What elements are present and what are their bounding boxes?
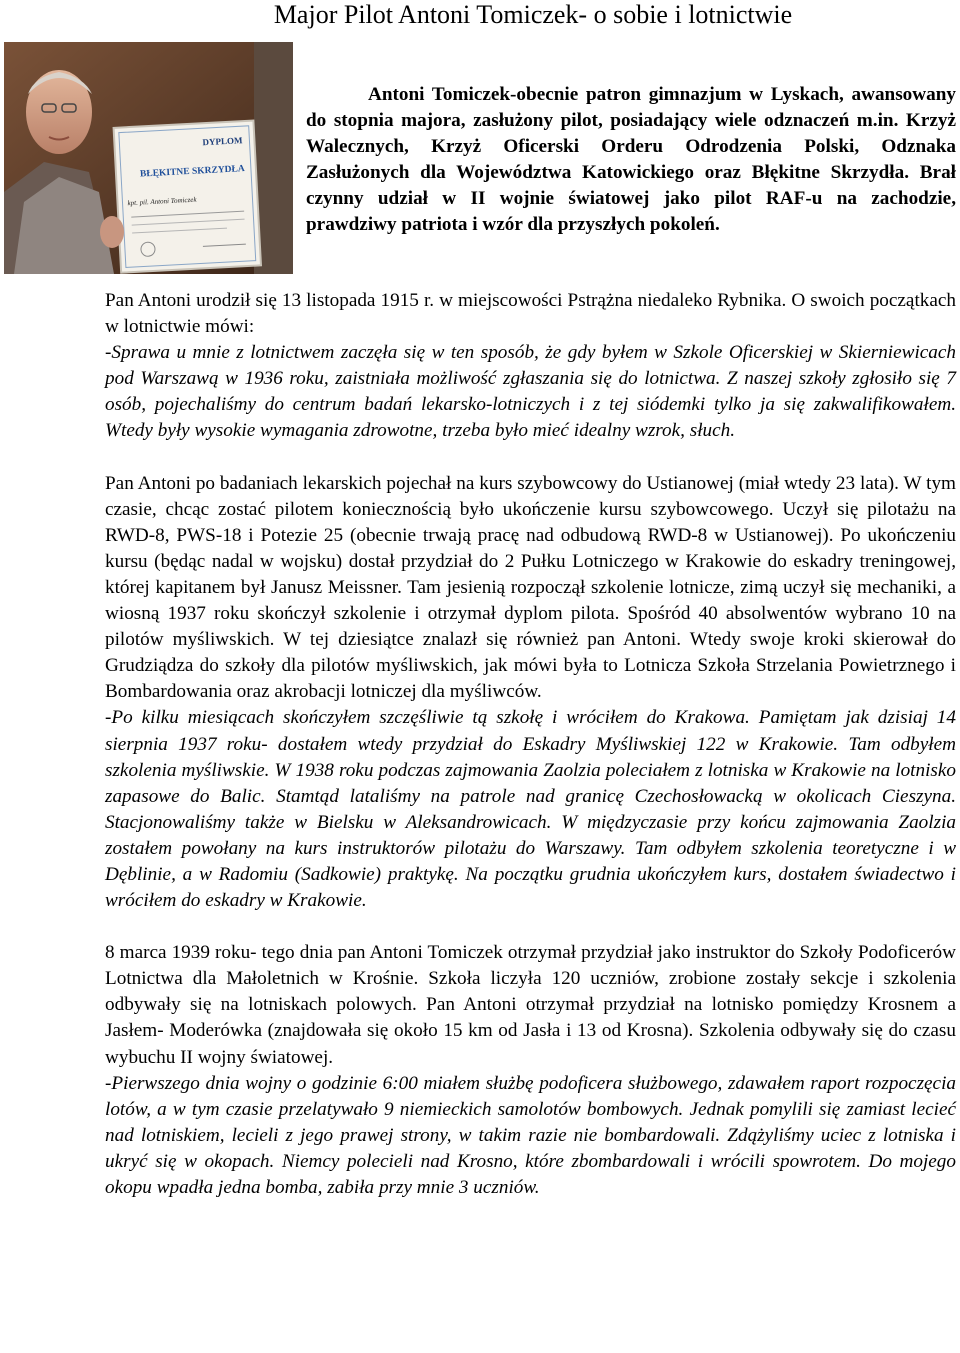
- diploma-title: BŁĘKITNE SKRZYDŁA: [139, 164, 245, 180]
- paragraph-krosno: 8 marca 1939 roku- tego dnia pan Antoni Tomiczek otrzymał przydział jako instruktor do Szkoły Podoficerów Lotnictwa dla Małoletnich w Krośnie. Szkoła liczyła 120 uczniów, zrobione zostały sekcje i szkolenia odbywały się na lotniskach polowych. Pan Antoni otrzymał przydział na lotnisko pomiędzy Krosnem a Jasłem- Moderówka (znajdowała się około 15 km od Jasła i 13 od Krosna). Szkolenia odbywały się do czasu wybuchu II wojny światowej.: [105, 942, 956, 1068]
- article-body: [105, 288, 956, 1201]
- portrait-image: [4, 42, 293, 274]
- intro-summary: [306, 82, 956, 238]
- paragraph-birth: Pan Antoni urodził się 13 listopada 1915 r. w miejscowości Pstrążna niedaleko Rybnika. O swoich początkach w lotnictwie mówi:: [105, 290, 956, 338]
- quote-krakow: -Po kilku miesiącach skończyłem szczęśliwie tą szkołę i wróciłem do Krakowa. Pamiętam jak dzisiaj 14 sierpnia 1937 roku- dostałem wtedy przydział do Eskadry Myśliwskiej 122 w Krakowie. Tam odbyłem szkolenia myśliwskie. W 1938 roku podczas zajmowania Zaolzia poleciałem z lotniska w Krakowie na lotnisko zapasowe do Balic. Stamtąd lataliśmy na patrole nad granicę Czechosłowacką w okolicach Cieszyna. Stacjonowaliśmy także w Bielsku w Aleksandrowicach. W międzyczasie przy końcu zajmowania Zaolzia zostałem powołany na kurs instruktorów pilotażu do Warszawy. Tam odbyłem szkolenia teoretyczne i w Dęblinie, a w Radomiu (Sadkowie) praktykę. Na początku grudnia ukończyłem kurs, dostałem świadectwo i wróciłem do eskadry w Krakowie.: [105, 707, 956, 912]
- paragraph-training: Pan Antoni po badaniach lekarskich pojechał na kurs szybowcowy do Ustianowej (miał wtedy 23 lata). W tym czasie, chcąc zostać pilotem koniecznością było ukończenie kursu szybowcowego. Uczył się pilotażu na RWD-8, PWS-18 i Potezie 25 (obecnie trwają pracę nad odbudową RWD-8 w Ustianowej). Po ukończeniu kursu (będąc nadal w wojsku) dostał przydział do 2 Pułku Lotniczego w Krakowie do eskadry treningowej, której kapitanem był Janusz Meissner. Tam jesienią rozpoczął szkolenie lotnicze, zimą uczył się mechaniki, a wiosną 1937 roku skończył szkolenie i otrzymał dyplom pilota. Spośród 40 absolwentów wybrano 10 na pilotów myśliwskich. W tej dziesiątce znalazł się również pan Antoni. Wtedy swoje kroki skierował do Grudziądza do szkoły dla pilotów myśliwskich, jak mówi była to Lotnicza Szkoła Strzelania Powietrznego i Bombardowania oraz akrobacji lotniczej dla myśliwców.: [105, 472, 956, 703]
- quote-first-day-of-war: -Pierwszego dnia wojny o godzinie 6:00 miałem służbę podoficera służbowego, zdawałem raport rozpoczęcia lotów, a w tym czasie przelatywało 9 niemieckich samolotów bombowych. Jednak pomylili się zamiast lecieć nad lotniskiem, lecieli z jego prawej strony, w takim razie nie bombardowali. Zdążyliśmy uciec z lotniska i ukryć się w okopach. Niemcy polecieli nad Krosno, które zbombardowali i wrócili spowrotem. Do mojego okopu wpadła jedna bomba, zabiła przy mnie 3 uczniów.: [105, 1072, 956, 1198]
- page-title: Major Pilot Antoni Tomiczek- o sobie i lotnictwie: [273, 0, 793, 29]
- diploma-name: kpt. pil. Antoni Tomiczek: [127, 195, 197, 208]
- intro-text: Antoni Tomiczek-obecnie patron gimnazjum w Lyskach, awansowany do stopnia majora, zasłużony pilot, posiadający wiele odznaczeń m.in. Krzyż Walecznych, Krzyż Oficerski Orderu Odrodzenia Polski, Odznaka Zasłużonych dla Województwa Katowickiego oraz Błękitne Skrzydła. Brał czynny udział w II wojnie światowej jako pilot RAF-u na zachodzie, prawdziwy patriota i wzór dla przyszłych pokoleń.: [306, 84, 956, 235]
- diploma-header: DYPLOM: [202, 135, 243, 148]
- portrait-photo: [4, 42, 293, 274]
- quote-beginnings: -Sprawa u mnie z lotnictwem zaczęła się w ten sposób, że gdy byłem w Szkole Oficerskiej w Skierniewicach pod Warszawą w 1936 roku, zaistniała możliwość zgłaszania się do lotnictwa. Z naszej szkoły zgłosiło się 7 osób, pojechaliśmy do centrum badań lekarsko-lotniczych i z tej siódemki tylko ja się zakwalifikowałem. Wtedy były wysokie wymagania zdrowotne, trzeba było mieć idealny wzrok, słuch.: [105, 342, 956, 442]
